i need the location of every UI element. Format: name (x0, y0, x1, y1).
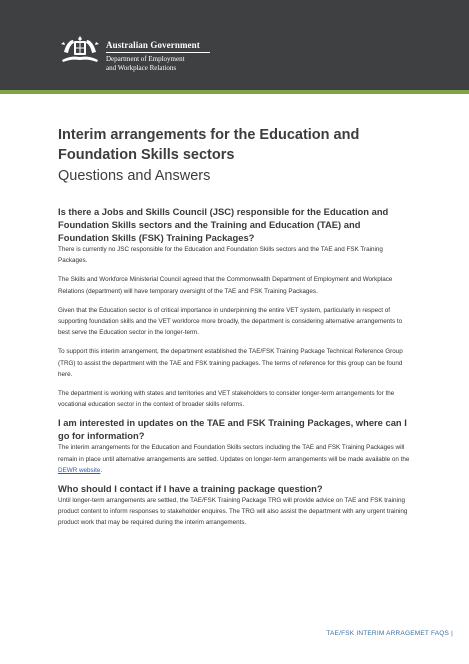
header-accent-line (0, 90, 469, 94)
government-name: Australian Government (106, 40, 200, 50)
document-body (58, 205, 414, 529)
dewr-website-link[interactable]: DEWR website (58, 466, 101, 474)
document-title-line2: Foundation Skills sectors (58, 147, 235, 163)
answer-updates-end: . (100, 466, 103, 474)
document-title (58, 125, 418, 165)
answer-jsc-p5: The department is working with states and territories and VET stakeholders to consider longer-term arrangements for the vocational education sector in the context of broader skills reforms. (58, 390, 395, 409)
department-name-line2: and Workplace Relations (106, 64, 177, 72)
answer-jsc-p4: To support this interim arrangement, the department established the TAE/FSK Training Package Technical Reference Group (TRG) to assist the department with the TAE and FSK training packages. The terms of reference for this group can be found here. (58, 348, 403, 378)
answer-jsc-p1: There is currently no JSC responsible for the Education and Foundation Skills sectors and the TAE and FSK Training Packages. (58, 246, 383, 265)
answer-jsc-p2: The Skills and Workforce Ministerial Council agreed that the Commonwealth Department of Employment and Workplace Relations (department) will have temporary oversight of the TAE and FSK Training Packages. (58, 276, 393, 295)
answer-updates-text: The interim arrangements for the Education and Foundation Skills sectors including the TAE and FSK Training Packages will remain in place until alternative arrangements are settled. Updates on longer-term arrangements will be made available on the (58, 444, 410, 463)
page-header (0, 0, 469, 90)
answer-contact-p1: Until longer-term arrangements are settled, the TAE/FSK Training Package TRG will provide advice on TAE and FSK training product content to inform responses to stakeholder enquires. The TRG will also assist the department with any urgent training product work that may be required during the interim arrangements. (58, 497, 408, 527)
document-subtitle: Questions and Answers (58, 168, 211, 184)
logo-divider (106, 52, 210, 53)
department-name-line1: Department of Employment (106, 55, 185, 63)
document-title-line1: Interim arrangements for the Education and (58, 127, 360, 143)
answer-updates-p1 (58, 442, 414, 476)
page-footer: TAE/FSK INTERIM ARRAGEMET FAQS | (326, 630, 453, 637)
question-updates: I am interested in updates on the TAE and FSK Training Packages, where can I go for information? (58, 417, 407, 442)
government-logo-text (106, 40, 296, 73)
question-contact: Who should I contact if I have a training package question? (58, 483, 323, 495)
question-jsc: Is there a Jobs and Skills Council (JSC) responsible for the Education and Foundation Skills sectors and the Training and Education (TAE) and Foundation Skills (FSK) Training Packages? (58, 206, 389, 243)
answer-jsc-p3: Given that the Education sector is of critical importance in underpinning the entire VET system, particularly in respect of supporting foundation skills and the VET workforce more broadly, the department is considering alternative arrangements to best serve the Education sector in the longer-term. (58, 306, 403, 337)
coat-of-arms-icon (58, 30, 102, 68)
